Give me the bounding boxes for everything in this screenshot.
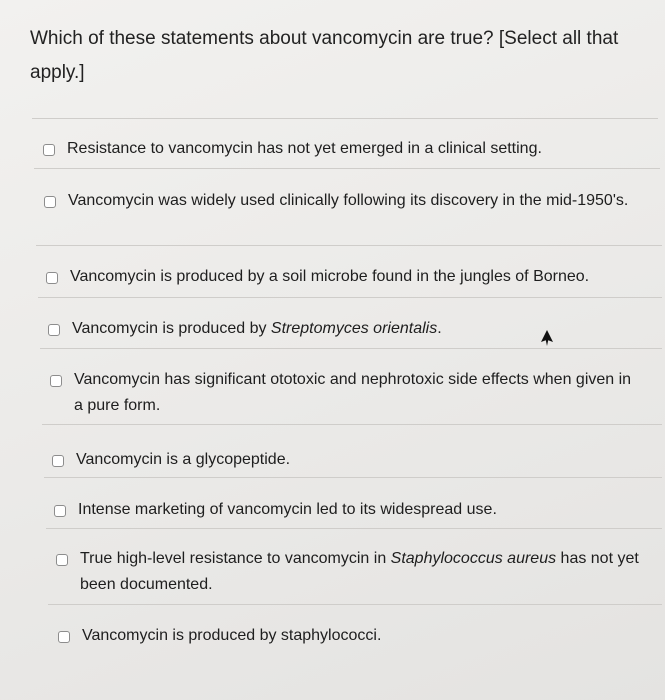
option-label: Vancomycin was widely used clinically following its discovery in the mid-1950's.	[68, 192, 629, 209]
option-label: Intense marketing of vancomycin led to its widespread use.	[78, 501, 497, 518]
option-label	[80, 546, 651, 598]
option-1[interactable]	[43, 141, 653, 162]
checkbox-icon[interactable]	[48, 324, 60, 336]
option-label: Vancomycin is a glycopeptide.	[76, 451, 291, 468]
divider	[44, 477, 662, 478]
divider	[46, 528, 662, 529]
divider	[32, 118, 658, 119]
option-3[interactable]	[46, 269, 658, 290]
option-label: Vancomycin is produced by a soil microbe found in the jungles of Borneo.	[70, 268, 590, 285]
option-label: Vancomycin has significant ototoxic and nephrotoxic side effects when given in a pure form.	[74, 371, 632, 414]
divider	[40, 348, 662, 349]
option-label-pre: Vancomycin is produced by	[72, 320, 271, 337]
divider	[48, 604, 662, 605]
option-6[interactable]	[52, 452, 642, 473]
organism-name: Staphylococcus aureus	[390, 550, 557, 567]
checkbox-icon[interactable]	[44, 196, 56, 208]
option-9[interactable]	[58, 628, 648, 649]
divider	[34, 168, 660, 169]
option-label	[72, 316, 442, 342]
checkbox-icon[interactable]	[56, 554, 68, 566]
option-label-post: .	[437, 320, 442, 337]
option-label: Vancomycin is produced by staphylococci.	[82, 627, 382, 644]
option-label: Resistance to vancomycin has not yet emerged in a clinical setting.	[67, 140, 542, 157]
checkbox-icon[interactable]	[54, 505, 66, 517]
checkbox-icon[interactable]	[52, 455, 64, 467]
divider	[38, 297, 662, 298]
checkbox-icon[interactable]	[46, 272, 58, 284]
option-8[interactable]	[56, 551, 651, 598]
option-7[interactable]	[54, 502, 644, 523]
option-5[interactable]	[50, 372, 635, 419]
option-2[interactable]	[44, 193, 634, 214]
checkbox-icon[interactable]	[58, 631, 70, 643]
option-4[interactable]	[48, 321, 648, 342]
checkbox-icon[interactable]	[50, 375, 62, 387]
option-label-pre: True high-level resistance to vancomycin in	[80, 550, 391, 567]
checkbox-icon[interactable]	[43, 144, 55, 156]
question-text: Which of these statements about vancomycin are true? [Select all that apply.]	[30, 28, 619, 83]
divider	[42, 424, 662, 425]
option-label-post: has not yet been documented.	[80, 550, 639, 593]
divider	[36, 245, 662, 246]
organism-name: Streptomyces orientalis	[270, 320, 438, 337]
mouse-pointer-icon	[540, 329, 554, 347]
